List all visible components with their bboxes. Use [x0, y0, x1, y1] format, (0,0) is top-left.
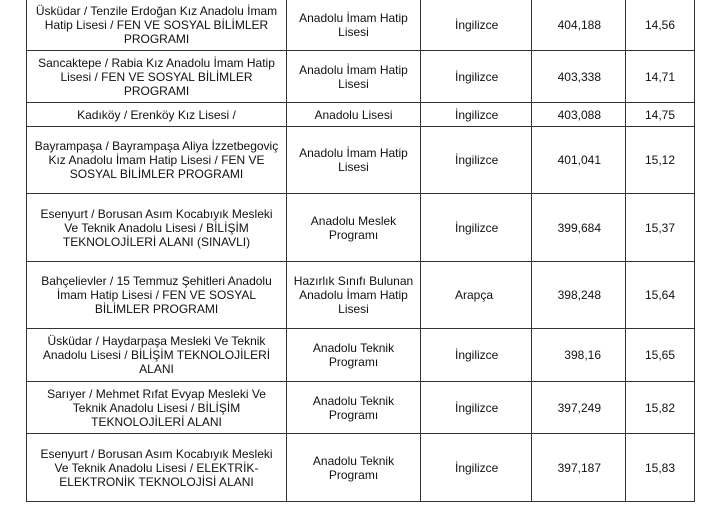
percentile-cell: 15,83 [626, 434, 695, 502]
score-cell: 403,088 [532, 103, 626, 127]
type-cell: Anadolu Teknik Programı [287, 329, 421, 382]
language-cell: Arapça [421, 262, 532, 329]
school-cell: Esenyurt / Borusan Asım Kocabıyık Mesleki Ve Teknik Anadolu Lisesi / BİLİŞİM TEKNOLOJİLERİ ALANI (SINAVLI) [27, 194, 287, 262]
score-cell: 398,16 [532, 329, 626, 382]
score-cell: 397,187 [532, 434, 626, 502]
score-cell: 397,249 [532, 382, 626, 434]
school-cell: Bahçelievler / 15 Temmuz Şehitleri Anadolu İmam Hatip Lisesi / FEN VE SOSYAL BİLİMLER PROGRAMI [27, 262, 287, 329]
percentile-cell: 14,75 [626, 103, 695, 127]
school-cell: Kadıköy / Erenköy Kız Lisesi / [27, 103, 287, 127]
table-row [27, 262, 695, 329]
language-cell: İngilizce [421, 329, 532, 382]
school-cell: Sarıyer / Mehmet Rıfat Evyap Mesleki Ve Teknik Anadolu Lisesi / BİLİŞİM TEKNOLOJİLERİ ALANI [27, 382, 287, 434]
type-cell: Anadolu Teknik Programı [287, 434, 421, 502]
percentile-cell: 15,12 [626, 127, 695, 194]
language-cell: İngilizce [421, 0, 532, 51]
school-cell: Bayrampaşa / Bayrampaşa Aliya İzzetbegoviç Kız Anadolu İmam Hatip Lisesi / FEN VE SOSYAL BİLİMLER PROGRAMI [27, 127, 287, 194]
percentile-cell: 15,82 [626, 382, 695, 434]
table-row [27, 194, 695, 262]
school-cell: Üsküdar / Haydarpaşa Mesleki Ve Teknik Anadolu Lisesi / BİLİŞİM TEKNOLOJİLERİ ALANI [27, 329, 287, 382]
school-cell: Esenyurt / Borusan Asım Kocabıyık Mesleki Ve Teknik Anadolu Lisesi / ELEKTRİK-ELEKTRONİK TEKNOLOJİSİ ALANI [27, 434, 287, 502]
table-row [27, 329, 695, 382]
language-cell: İngilizce [421, 194, 532, 262]
language-cell: İngilizce [421, 103, 532, 127]
language-cell: İngilizce [421, 382, 532, 434]
language-cell: İngilizce [421, 127, 532, 194]
school-cell: Sancaktepe / Rabia Kız Anadolu İmam Hatip Lisesi / FEN VE SOSYAL BİLİMLER PROGRAMI [27, 51, 287, 103]
score-cell: 398,248 [532, 262, 626, 329]
percentile-cell: 14,56 [626, 0, 695, 51]
results-table [26, 0, 695, 502]
table-row [27, 51, 695, 103]
percentile-cell: 15,65 [626, 329, 695, 382]
type-cell: Anadolu İmam Hatip Lisesi [287, 51, 421, 103]
percentile-cell: 14,71 [626, 51, 695, 103]
score-cell: 399,684 [532, 194, 626, 262]
percentile-cell: 15,64 [626, 262, 695, 329]
school-cell: Üsküdar / Tenzile Erdoğan Kız Anadolu İmam Hatip Lisesi / FEN VE SOSYAL BİLİMLER PROGRAMI [27, 0, 287, 51]
score-cell: 403,338 [532, 51, 626, 103]
score-cell: 404,188 [532, 0, 626, 51]
language-cell: İngilizce [421, 434, 532, 502]
language-cell: İngilizce [421, 51, 532, 103]
table-row [27, 127, 695, 194]
type-cell: Anadolu Meslek Programı [287, 194, 421, 262]
table-row [27, 382, 695, 434]
table-row [27, 434, 695, 502]
table-row [27, 0, 695, 51]
score-cell: 401,041 [532, 127, 626, 194]
type-cell: Anadolu Lisesi [287, 103, 421, 127]
type-cell: Anadolu Teknik Programı [287, 382, 421, 434]
percentile-cell: 15,37 [626, 194, 695, 262]
type-cell: Hazırlık Sınıfı Bulunan Anadolu İmam Hatip Lisesi [287, 262, 421, 329]
table-row [27, 103, 695, 127]
type-cell: Anadolu İmam Hatip Lisesi [287, 0, 421, 51]
type-cell: Anadolu İmam Hatip Lisesi [287, 127, 421, 194]
